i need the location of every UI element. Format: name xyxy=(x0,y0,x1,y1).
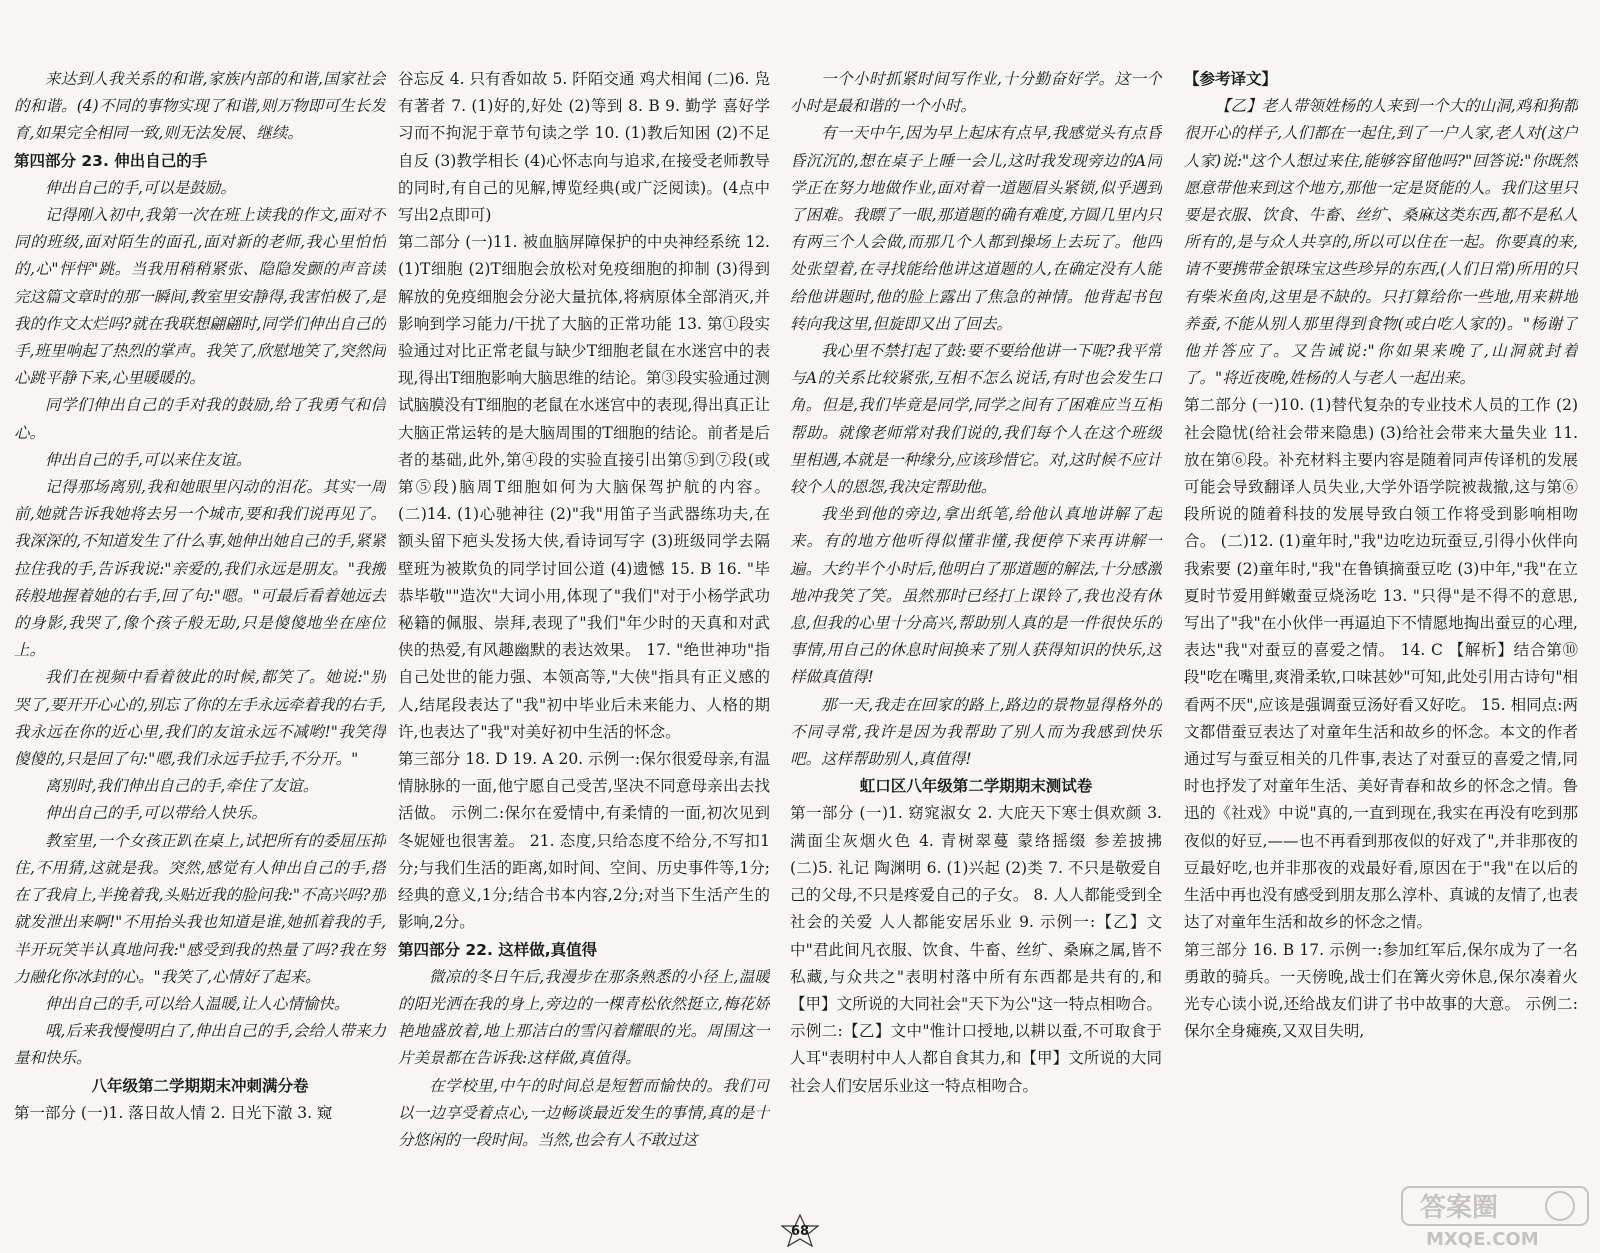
paragraph: 第二部分 (一)10. (1)替代复杂的专业技术人员的工作 (2)社会隐忧(给社会带来隐患) (3)给社会带来大量失业 11. 放在第⑥段。补充材料主要内容是随着同声传译机的发展可能会导致翻译人员失业,大学外语学院被裁撤,这与第⑥段所说的随着科技的发展导致白领工作将受到影响相吻合。 (二)12. (1)童年时,"我"边吃边玩蚕豆,引得小伙伴向我索要 (2)童年时,"我"在鲁镇摘蚕豆吃 (3)中年,"我"在立夏时节爱用鲜嫩蚕豆烧汤吃 13. "只得"是不得不的意思,写出了"我"在小伙伴一再逼迫下不情愿地掏出蚕豆的心理,表达"我"对蚕豆的喜爱之情。 14. C 【解析】结合第⑩段"吃在嘴里,爽滑柔软,口味甚妙"可知,此处引用古诗句"相看两不厌",应该是强调蚕豆汤好看又好吃。 15. 相同点:两文都借蚕豆表达了对童年生活和故乡的怀念。本文的作者通过写与蚕豆相关的几件事,表达了对蚕豆的喜爱之情,同时也抒发了对童年生活、美好青春和故乡的怀念之情。鲁迅的《社戏》中说"真的,一直到现在,我实在再没有吃到那夜似的好豆,——也不再看到那夜似的好戏了",并非那夜的豆最好吃,也并非那夜的戏最好看,原因在于"我"在以后的生活中再也没有感受到朋友那么淳朴、真诚的友情了,也表达了对童年生活和故乡的怀念之情。 xyxy=(1184,396,1578,932)
paragraph: 第二部分 (一)11. 被血脑屏障保护的中央神经系统 12. (1)T细胞 (2)T细胞会放松对免疫细胞的抑制 (3)得到解放的免疫细胞会分泌大量抗体,将病原体全部消灭,并影响到学习能力/干扰了大脑的正常功能 13. 第①段实验通过对比正常老鼠与缺少T细胞老鼠在水迷宫中的表现,得出T细胞影响大脑思维的结论。第③段实验通过测试脑膜没有T细胞的老鼠在水迷宫中的表现,得出真正让大脑正常运转的是大脑周围的T细胞的结论。前者是后者的基础,此外,第④段的实验直接引出第⑤到⑦段(或第⑤段)脑周T细胞如何为大脑保驾护航的内容。(二)14. (1)心驰神往 (2)"我"用笛子当武器练功夫,在额头留下疤头发扬大侠,看诗词写字 (3)班级同学去隔壁班为被欺负的同学讨回公道 (4)遗憾 15. B 16. "毕恭毕敬""造次"大词小用,体现了"我们"对于小杨学武功秘籍的佩服、崇拜,表现了"我们"年少时的天真和对武侠的热爱,有风趣幽默的表达效果。 17. "绝世神功"指自己处世的能力强、本领高等,"大侠"指具有正义感的人,结尾段表达了"我"初中毕业后未来能力、人格的期许,也表达了"我"对美好初中生活的怀念。 xyxy=(398,233,770,741)
paragraph: 我坐到他的旁边,拿出纸笔,给他认真地讲解了起来。有的地方他听得似懂非懂,我便停下来再讲解一遍。大约半个小时后,他明白了那道题的解法,十分感激地冲我笑了笑。虽然那时已经打上课铃了,我也没有休息,但我的心里十分高兴,帮助别人真的是一件很快乐的事情,用自己的休息时间换来了别人获得知识的快乐,这样做真值得! xyxy=(790,505,1162,687)
paragraph: 第三部分 16. B 17. 示例一:参加红军后,保尔成为了一名勇敢的骑兵。一天傍晚,战士们在篝火旁休息,保尔凑着火光专心读小说,还给战友们讲了书中故事的大意。 示例二:保尔全身瘫痪,又双目失明, xyxy=(1184,940,1578,1041)
page-number-text: 68 xyxy=(790,1223,810,1239)
column-1 xyxy=(14,66,386,1216)
section-heading: 虹口区八年级第二学期期末测试卷 xyxy=(859,777,1093,796)
paragraph: 教室里,一个女孩正趴在桌上,试把所有的委屈压抑住,不用猜,这就是我。突然,感觉有人伸出自己的手,搭在了我肩上,半挽着我,头贴近我的脸问我:"不高兴吗?那就发泄出来啊!"不用抬头我也知道是谁,她抓着我的手,半开玩笑半认真地问我:"感受到我的热量了吗?我在努力融化你冰封的心。"我笑了,心情好了起来。 xyxy=(14,831,386,986)
paragraph: 一个小时抓紧时间写作业,十分勤奋好学。这一个小时是最和谐的一个小时。 xyxy=(790,70,1162,116)
paragraph: 伸出自己的手,可以来住友谊。 xyxy=(45,450,252,469)
paragraph: 有一天中午,因为早上起床有点早,我感觉头有点昏昏沉沉的,想在桌子上睡一会儿,这时我发现旁边的A同学正在努力地做作业,面对着一道题眉头紧锁,似乎遇到了困难。我瞟了一眼,那道题的确有难度,方圆几里内只有两三个人会做,而那几个人都到操场上去玩了。他四处张望着,在寻找能给他讲这道题的人,在确定没有人能给他讲题时,他的脸上露出了焦急的神情。他背起书包转向我这里,但旋即又出了回去。 xyxy=(790,124,1162,333)
paragraph: 伸出自己的手,可以是鼓励。 xyxy=(45,178,236,197)
paragraph: 微凉的冬日午后,我漫步在那条熟悉的小径上,温暖的阳光洒在我的身上,旁边的一棵青松依然挺立,梅花娇艳地盛放着,地上那洁白的雪闪着耀眼的光。周围这一片美景都在告诉我:这样做,真值得。 xyxy=(398,967,770,1068)
section-heading: 八年级第二学期期末冲刺满分卷 xyxy=(91,1076,309,1095)
paragraph: 我心里不禁打起了鼓:要不要给他讲一下呢?我平常与A的关系比较紧张,互相不怎么说话,有时也会发生口角。但是,我们毕竟是同学,同学之间有了困难应当互相帮助。就像老师常对我们说的,我们每个人在这个班级里相遇,本就是一种缘分,应该珍惜它。对,这时候不应计较个人的恩怨,我决定帮助他。 xyxy=(790,342,1162,497)
section-heading: 【参考译文】 xyxy=(1184,70,1278,88)
paragraph: 哦,后来我慢慢明白了,伸出自己的手,会给人带来力量和快乐。 xyxy=(14,1022,386,1068)
watermark-title: 答案圈 xyxy=(1420,1193,1499,1223)
column-4 xyxy=(1184,66,1578,1216)
watermark-url: MXQE.COM xyxy=(1426,1229,1539,1249)
paragraph: 在学校里,中午的时间总是短暂而愉快的。我们可以一边享受着点心,一边畅谈最近发生的事情,真的是十分悠闲的一段时间。当然,也会有人不敢过这 xyxy=(398,1076,770,1149)
paragraph: 【乙】老人带领姓杨的人来到一个大的山洞,鸡和狗都很开心的样子,人们都在一起住,到了一户人家,老人对(这户人家)说:"这个人想过来住,能够容留他吗?"回答说:"你既然愿意带他来到这个地方,那他一定是贤能的人。我们这里只要是衣服、饮食、牛畜、丝纩、桑麻这类东西,都不是私人所有的,是与众人共享的,所以可以住在一起。你要真的来,请不要携带金银珠宝这些珍异的东西,(人们日常)所用的只有柴米鱼肉,这里是不缺的。只打算给你一些地,用来耕地养蚕,不能从别人那里得到食物(或白吃人家的)。"杨谢了他并答应了。又告诫说:"你如果来晚了,山洞就封着了。"将近夜晚,姓杨的人与老人一起出来。 xyxy=(1184,97,1578,388)
paragraph: 来达到人我关系的和谐,家族内部的和谐,国家社会的和谐。(4)不同的事物实现了和谐,则万物即可生长发育,如果完全相同一致,则无法发展、继续。 xyxy=(14,70,386,143)
paragraph: 记得那场离别,我和她眼里闪动的泪花。其实一周前,她就告诉我她将去另一个城市,要和我们说再见了。我深深的,不知道发生了什么事,她伸出她自己的手,紧紧拉住我的手,告诉我说:"亲爱的,我们永远是朋友。"我搬砖般地握着她的右手,回了句:"嗯。"可最后看着她远去的身影,我哭了,像个孩子般无助,只是傻傻地坐在座位上。 xyxy=(14,478,386,660)
paragraph: 谷忘反 4. 只有香如故 5. 阡陌交通 鸡犬相闻 (二)6. 凫有著者 7. (1)好的,好处 (2)等到 8. B 9. 勤学 喜好学习而不拘泥于章节句读之学 10. (1)教后知困 (2)不足自反 (3)教学相长 (4)心怀志向与追求,在接受老师教导的同时,有自己的见解,博览经典(或广泛阅读)。(4点中写出2点即可) xyxy=(398,70,770,225)
section-heading: 第四部分 23. 伸出自己的手 xyxy=(14,151,208,170)
page-number xyxy=(774,1214,826,1248)
paragraph: 我们在视频中看着彼此的时候,都笑了。她说:"别哭了,要开开心心的,别忘了你的左手永远牵着我的右手,我永远在你的近心里,我们的友谊永远不减哟!"我笑得傻傻的,只是回了句:"嗯,我们永远手拉手,不分开。" xyxy=(14,668,386,769)
paragraph: 第一部分 (一)1. 落日故人情 2. 日光下澈 3. 窥 xyxy=(14,1103,333,1122)
paragraph: 记得刚入初中,我第一次在班上读我的作文,面对不同的班级,面对陌生的面孔,面对新的老师,我心里怕怕的,心"怦怦"跳。当我用稍稍紧张、隐隐发颤的声音读完这篇文章时的那一瞬间,教室里安静得,我害怕极了,是我的作文太烂吗?就在我联想翩翩时,同学们伸出自己的手,班里响起了热烈的掌声。我笑了,欣慰地笑了,突然间心跳平静下来,心里暖暖的。 xyxy=(14,206,386,388)
column-3 xyxy=(790,66,1162,1216)
section-heading: 第四部分 22. 这样做,真值得 xyxy=(398,940,598,959)
column-2 xyxy=(398,66,770,1216)
paragraph: 第三部分 18. D 19. A 20. 示例一:保尔很爱母亲,有温情脉脉的一面,他宁愿自己受苦,坚决不同意母亲出去找活做。 示例二:保尔在爱情中,有柔情的一面,初次见到冬妮娅也很害羞。 21. 态度,只给态度不给分,不写扣1分;与我们生活的距离,如时间、空间、历史事件等,1分;经典的意义,1分;结合书本内容,2分;对当下生活产生的影响,2分。 xyxy=(398,750,770,932)
paragraph: 离别时,我们伸出自己的手,牵住了友谊。 xyxy=(45,777,319,796)
paragraph: 同学们伸出自己的手对我的鼓励,给了我勇气和信心。 xyxy=(14,396,386,442)
paragraph: 伸出自己的手,可以给人温暖,让人心情愉快。 xyxy=(45,994,350,1013)
watermark-logo xyxy=(1400,1183,1590,1249)
paragraph: 那一天,我走在回家的路上,路边的景物显得格外的不同寻常,我许是因为我帮助了别人而为我感到快乐吧。这样帮助别人,真值得! xyxy=(790,695,1162,769)
paragraph: 第一部分 (一)1. 窈窕淑女 2. 大庇天下寒士俱欢颜 3. 满面尘灰烟火色 4. 青树翠蔓 蒙络摇缀 参差披拂 (二)5. 礼记 陶渊明 6. (1)兴起 (2)类 7. 不只是敬爱自己的父母,不只是疼爱自己的子女。 8. 人人都能受到全社会的关爱 人人都能安居乐业 9. 示例一:【乙】文中"君此间凡衣服、饮食、牛畜、丝纩、桑麻之属,皆不私藏,与众共之"表明村落中所有东西都是共有的,和【甲】文所说的大同社会"天下为公"这一特点相吻合。 示例二:【乙】文中"惟计口授地,以耕以蚕,不可取食于人耳"表明村中人人都自食其力,和【甲】文所说的大同社会人们安居乐业这一特点相吻合。 xyxy=(790,804,1162,1095)
paragraph: 伸出自己的手,可以带给人快乐。 xyxy=(45,804,267,823)
